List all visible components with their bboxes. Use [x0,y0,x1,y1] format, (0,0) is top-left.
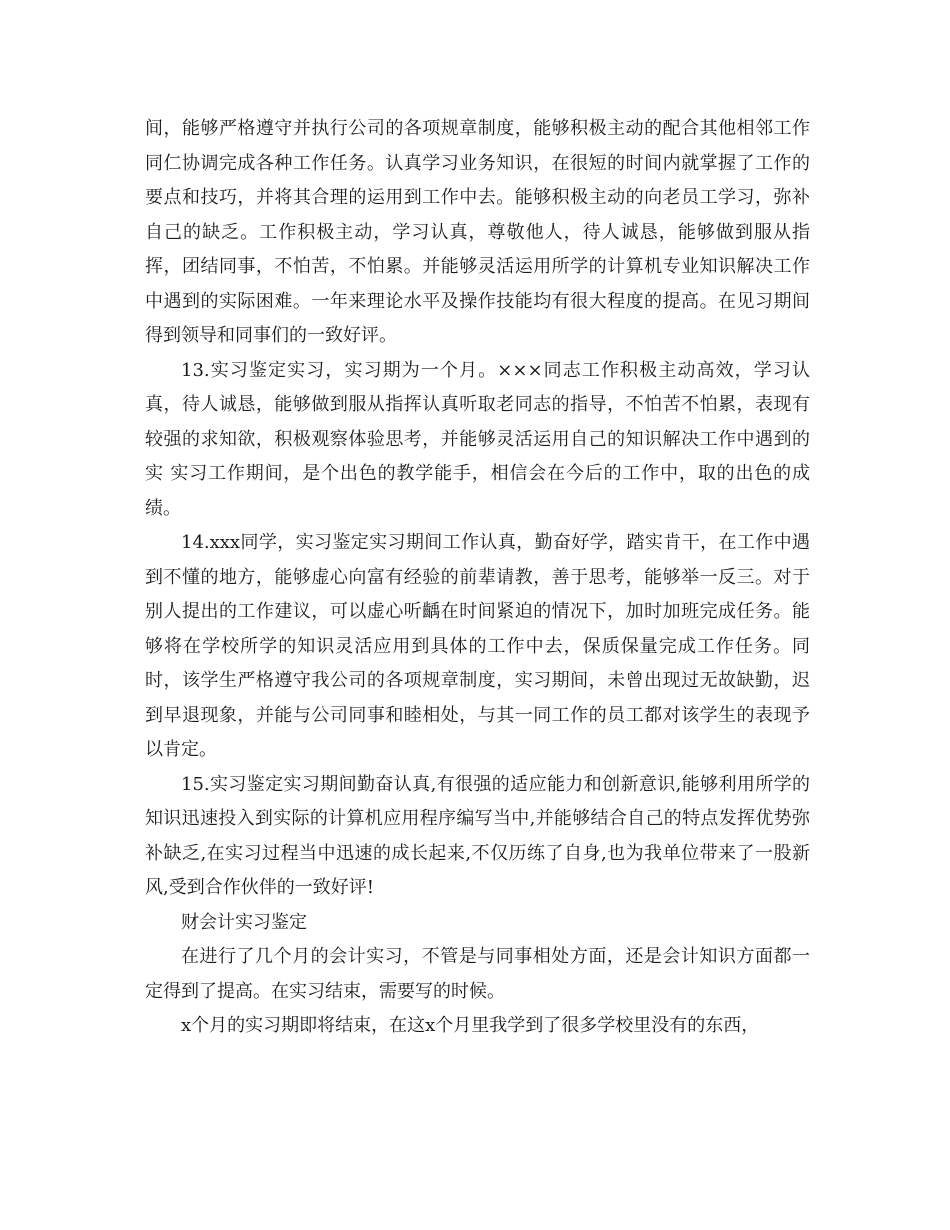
document-body [145,112,810,1044]
paragraph-continuation: 间，能够严格遵守并执行公司的各项规章制度，能够积极主动的配合其他相邻工作同仁协调完成各种工作任务。认真学习业务知识，在很短的时间内就掌握了工作的要点和技巧，并将其合理的运用到工作中去。能够积极主动的向老员工学习，弥补自己的缺乏。工作积极主动，学习认真，尊敬他人，待人诚恳，能够做到服从指挥，团结同事，不怕苦，不怕累。并能够灵活运用所学的计算机专业知识解决工作中遇到的实际困难。一年来理论水平及操作技能均有很大程度的提高。在见习期间得到领导和同事们的一致好评。 [145,118,810,346]
paragraph-15: 15.实习鉴定实习期间勤奋认真,有很强的适应能力和创新意识,能够利用所学的知识迅速投入到实际的计算机应用程序编写当中,并能够结合自己的特点发挥优势弥补缺乏,在实习过程当中迅速的成长起来,不仅历练了自身,也为我单位带来了一股新风,受到合作伙伴的一致好评! [145,773,810,898]
paragraph-x-months: x个月的实习期即将结束，在这x个月里我学到了很多学校里没有的东西， [181,1015,760,1036]
section-heading-accounting: 财会计实习鉴定 [181,911,307,933]
paragraph-13: 13.实习鉴定实习，实习期为一个月。×××同志工作积极主动高效，学习认真，待人诚恳，能够做到服从指挥认真听取老同志的指导，不怕苦不怕累，表现有较强的求知欲，积极观察体验思考，并能够灵活运用自己的知识解决工作中遇到的实 实习工作期间，是个出色的教学能手，相信会在今后的工作中，取的出色的成绩。 [145,359,810,519]
paragraph-accounting-intro: 在进行了几个月的会计实习，不管是与同事相处方面，还是会计知识方面都一定得到了提高。在实习结束，需要写的时候。 [145,946,810,1002]
paragraph-14: 14.xxx同学，实习鉴定实习期间工作认真，勤奋好学，踏实肯干，在工作中遇到不懂的地方，能够虚心向富有经验的前辈请教，善于思考，能够举一反三。对于别人提出的工作建议，可以虚心听齲在时间紧迫的情况下，加时加班完成任务。能够将在学校所学的知识灵活应用到具体的工作中去，保质保量完成工作任务。同时，该学生严格遵守我公司的各项规章制度，实习期间，未曾出现过无故缺勤，迟到早退现象，并能与公司同事和睦相处，与其一同工作的员工都对该学生的表现予以肯定。 [145,532,810,760]
